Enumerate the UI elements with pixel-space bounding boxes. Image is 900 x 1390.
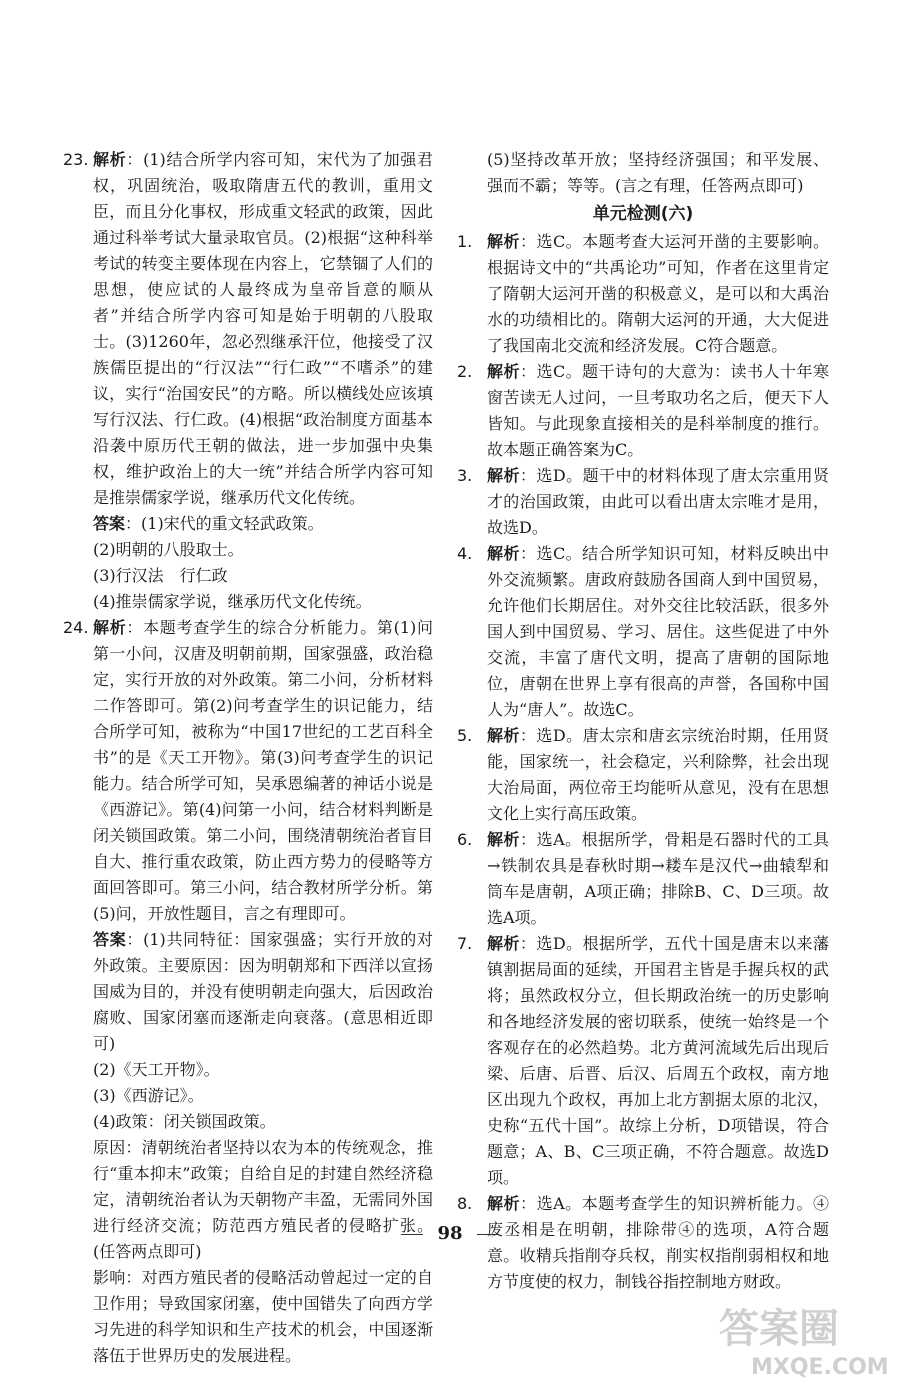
question-23 — [63, 147, 433, 511]
analysis-label: 解析 — [487, 232, 520, 251]
item-number: 5. — [457, 726, 473, 745]
analysis-label: 解析 — [93, 618, 127, 637]
footer-dash-left — [401, 1234, 423, 1235]
analysis-text: ：选A。根据所学，骨耜是石器时代的工具→铁制农具是春秋时期→耧车是汉代→曲辕犁和筒车是唐朝，A项正确；排除B、C、D三项。故选A项。 — [487, 830, 829, 927]
analysis-label: 解析 — [487, 1194, 521, 1213]
analysis-label: 解析 — [487, 544, 520, 563]
section-title: 单元检测(六) — [592, 204, 694, 224]
item-number: 4. — [457, 544, 473, 563]
answer-24-part5: (5)坚持改革开放；坚持经济强国；和平发展、强而不霸；等等。(言之有理，任答两点即可) — [487, 150, 829, 195]
watermark-logo — [715, 1290, 895, 1385]
answer-line: (4)推崇儒家学说，继承历代文化传统。 — [93, 592, 372, 611]
analysis-label: 解析 — [487, 726, 520, 745]
left-column — [63, 147, 433, 1369]
item-number: 1. — [457, 232, 473, 251]
answer-reason: 原因：清朝统治者坚持以农为本的传统观念，推行“重本抑末”政策；自给自足的封建自然经济稳定，清朝统治者认为天朝物产丰盈，无需同外国进行经济交流；防范西方殖民者的侵略扩张。(任答两点即可) — [93, 1138, 433, 1261]
item-number: 2. — [457, 362, 473, 381]
item-number: 7. — [457, 934, 473, 953]
answer-line: (3)行汉法 行仁政 — [93, 566, 228, 585]
analysis-label: 解析 — [487, 934, 520, 953]
analysis-text: ：选D。题干中的材料体现了唐太宗重用贤才的治国政策，由此可以看出唐太宗唯才是用，故选D。 — [487, 466, 829, 537]
analysis-label: 解析 — [487, 362, 520, 381]
test-item-1 — [457, 229, 829, 359]
test-item-6 — [457, 827, 829, 931]
answer-line: (4)政策：闭关锁国政策。 — [93, 1112, 276, 1131]
item-number: 3. — [457, 466, 473, 485]
analysis-label: 解析 — [487, 466, 520, 485]
question-24 — [63, 615, 433, 927]
answer-23 — [63, 511, 433, 537]
footer-dash-right — [477, 1234, 499, 1235]
analysis-text: ：选C。本题考查大运河开凿的主要影响。根据诗文中的“共禹论功”可知，作者在这里肯定了隋朝大运河开凿的积极意义，是可以和大禹治水的功绩相比的。隋朝大运河的开通，大大促进了我国南北交流和经济发展。C符合题意。 — [487, 232, 829, 355]
answer-label: 答案 — [93, 930, 127, 949]
test-item-4 — [457, 541, 829, 723]
item-number: 6. — [457, 830, 473, 849]
page-number: 98 — [437, 1223, 463, 1244]
item-number: 8. — [457, 1194, 473, 1213]
analysis-text: ：(1)结合所学内容可知，宋代为了加强君权，巩固统治，吸取隋唐五代的教训，重用文臣，而且分化事权，形成重文轻武的政策，因此通过科举考试大量录取官员。(2)根据“这种科举考试的转变主要体现在内容上，它禁锢了人们的思想，使应试的人最终成为皇帝旨意的顺从者”并结合所学内容可知是始于明朝的八股取士。(3)1260年，忽必烈继承汗位，他接受了汉族儒臣提出的“行汉法”“行仁政”“不嗜杀”的建议，实行“治国安民”的方略。所以横线处应该填写行汉法、行仁政。(4)根据“政治制度方面基本沿袭中原历代王朝的做法，进一步加强中央集权，维护政治上的大一统”并结合所学内容可知是推崇儒家学说，继承历代文化传统。 — [93, 150, 433, 507]
analysis-text: ：选C。题干诗句的大意为：读书人十年寒窗苦读无人过问，一旦考取功名之后，便天下人皆知。与此现象直接相关的是科举制度的推行。故本题正确答案为C。 — [487, 362, 829, 459]
test-item-5 — [457, 723, 829, 827]
analysis-text: ：选D。唐太宗和唐玄宗统治时期，任用贤能，国家统一，社会稳定，兴利除弊，社会出现大治局面，两位帝王均能听从意见，没有在思想文化上实行高压政策。 — [487, 726, 829, 823]
question-number: 24. — [63, 618, 89, 637]
analysis-text: ：选C。结合所学知识可知，材料反映出中外交流频繁。唐政府鼓励各国商人到中国贸易，允许他们长期居住。对外交往比较活跃，很多外国人到中国贸易、学习、居住。这些促进了中外交流，丰富了唐代文明，提高了唐朝的国际地位，唐朝在世界上享有很高的声誉，各国称中国人为“唐人”。故选C。 — [487, 544, 829, 719]
analysis-text: ：选A。本题考查学生的知识辨析能力。④废丞相是在明朝，排除带④的选项，A符合题意。收精兵指削夺兵权，削实权指削弱相权和地方节度使的权力，制钱谷指控制地方财政。 — [487, 1194, 829, 1291]
analysis-label: 解析 — [487, 830, 521, 849]
watermark-text: 答案圈 — [719, 1306, 839, 1352]
test-item-2 — [457, 359, 829, 463]
test-item-3 — [457, 463, 829, 541]
answer-line: (3)《西游记》。 — [93, 1086, 204, 1105]
answer-line: (2)明朝的八股取士。 — [93, 540, 244, 559]
answer-label: 答案 — [93, 514, 126, 533]
answer-impact: 影响：对西方殖民者的侵略活动曾起过一定的自卫作用；导致国家闭塞，使中国错失了向西方学习先进的科学知识和生产技术的机会，中国逐渐落伍于世界历史的发展进程。 — [93, 1268, 433, 1365]
answer-text: ：(1)宋代的重文轻武政策。 — [125, 514, 324, 533]
answer-text: ：(1)共同特征：国家强盛；实行开放的对外政策。主要原因：因为明朝郑和下西洋以宣扬国威为目的，并没有使明朝走向强大，后因政治腐败、国家闭塞而逐渐走向衰落。(意思相近即可) — [93, 930, 433, 1053]
right-column — [457, 147, 829, 1295]
answer-24 — [63, 927, 433, 1057]
page-footer — [0, 1223, 900, 1244]
answer-line: (2)《天工开物》。 — [93, 1060, 220, 1079]
test-item-7 — [457, 931, 829, 1191]
question-number: 23. — [63, 150, 89, 169]
analysis-text: ：选D。根据所学，五代十国是唐末以来藩镇割据局面的延续，开国君主皆是手握兵权的武将；虽然政权分立，但长期政治统一的历史影响和各地经济发展的密切联系，使统一始终是一个客观存在的必然趋势。北方黄河流域先后出现后梁、后唐、后晋、后汉、后周五个政权，南方地区出现九个政权，再加上北方割据太原的北汉，史称“五代十国”。故综上分析，D项错误，符合题意；A、B、C三项正确，不符合题意。故选D项。 — [487, 934, 829, 1187]
watermark-url: MXQE.COM — [751, 1355, 889, 1380]
analysis-text: ：本题考查学生的综合分析能力。第(1)问第一小问，汉唐及明朝前期，国家强盛，政治稳定，实行开放的对外政策。第二小问，分析材料二作答即可。第(2)问考查学生的识记能力，结合所学可知，被称为“中国17世纪的工艺百科全书”的是《天工开物》。第(3)问考查学生的识记能力。结合所学可知，吴承恩编著的神话小说是《西游记》。第(4)问第一小问，结合材料判断是闭关锁国政策。第二小问，围绕清朝统治者盲目自大、推行重农政策，防止西方势力的侵略等方面回答即可。第三小问，结合教材所学分析。第(5)问，开放性题目，言之有理即可。 — [93, 618, 433, 923]
analysis-label: 解析 — [93, 150, 127, 169]
